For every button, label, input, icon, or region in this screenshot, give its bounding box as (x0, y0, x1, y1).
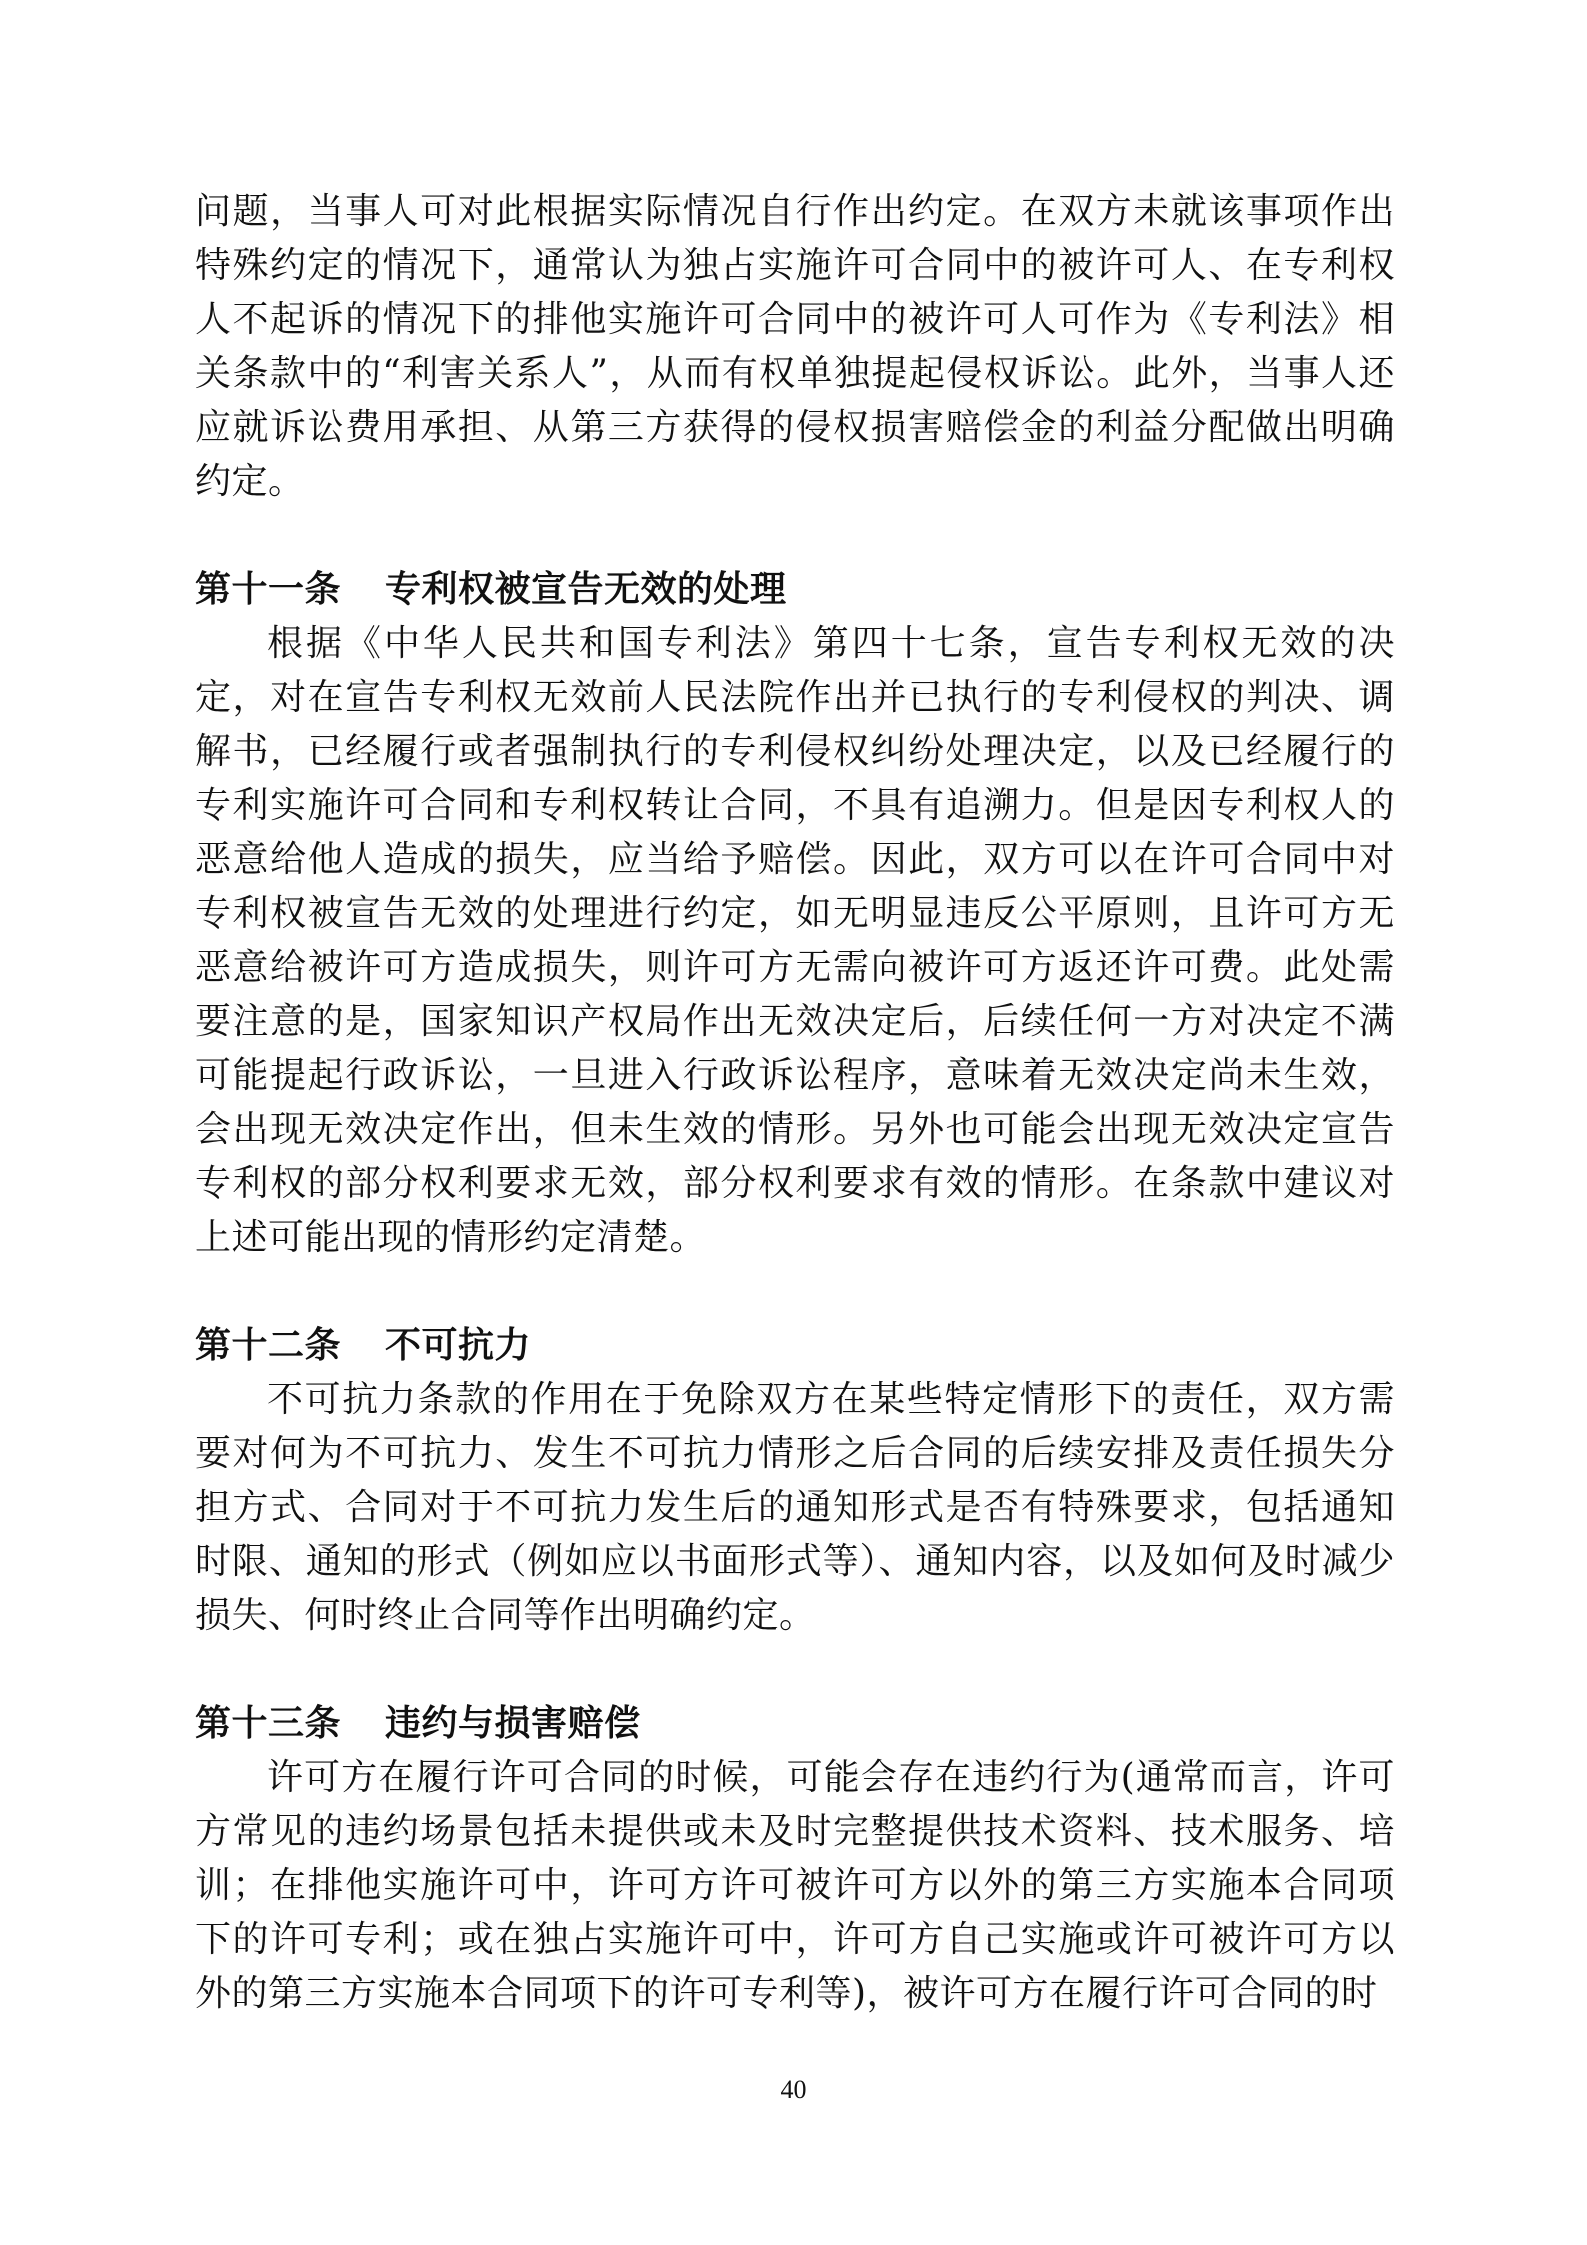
section-heading (195, 1319, 1395, 1373)
article-number: 第十一条 (195, 569, 342, 610)
section-article-13 (195, 1697, 1395, 2021)
article-body: 许可方在履行许可合同的时候，可能会存在违约行为(通常而言，许可方常见的违约场景包括未提供或未及时完整提供技术资料、技术服务、培训；在排他实施许可中，许可方许可被许可方以外的第三方实施本合同项下的许可专利；或在独占实施许可中，许可方自己实施或许可被许可方以外的第三方实施本合同项下的许可专利等)，被许可方在履行许可合同的时 (195, 1757, 1395, 2014)
section-heading (195, 1697, 1395, 1751)
section-heading (195, 563, 1395, 617)
document-body (195, 185, 1395, 2021)
section-article-12 (195, 1319, 1395, 1643)
article-body: 不可抗力条款的作用在于免除双方在某些特定情形下的责任，双方需要对何为不可抗力、发生不可抗力情形之后合同的后续安排及责任损失分担方式、合同对于不可抗力发生后的通知形式是否有特殊要求，包括通知时限、通知的形式（例如应以书面形式等）、通知内容，以及如何及时减少损失、何时终止合同等作出明确约定。 (195, 1379, 1395, 1636)
article-number: 第十三条 (195, 1703, 342, 1744)
article-number: 第十二条 (195, 1325, 342, 1366)
section-article-11 (195, 563, 1395, 1265)
intro-paragraph: 问题，当事人可对此根据实际情况自行作出约定。在双方未就该事项作出特殊约定的情况下，通常认为独占实施许可合同中的被许可人、在专利权人不起诉的情况下的排他实施许可合同中的被许可人可作为《专利法》相关条款中的“利害关系人”，从而有权单独提起侵权诉讼。此外，当事人还应就诉讼费用承担、从第三方获得的侵权损害赔偿金的利益分配做出明确约定。 (195, 191, 1395, 502)
article-title: 不可抗力 (385, 1325, 532, 1366)
article-title: 专利权被宣告无效的处理 (385, 569, 787, 610)
article-body: 根据《中华人民共和国专利法》第四十七条，宣告专利权无效的决定，对在宣告专利权无效前人民法院作出并已执行的专利侵权的判决、调解书，已经履行或者强制执行的专利侵权纠纷处理决定，以及已经履行的专利实施许可合同和专利权转让合同，不具有追溯力。但是因专利权人的恶意给他人造成的损失，应当给予赔偿。因此，双方可以在许可合同中对专利权被宣告无效的处理进行约定，如无明显违反公平原则，且许可方无恶意给被许可方造成损失，则许可方无需向被许可方返还许可费。此处需要注意的是，国家知识产权局作出无效决定后，后续任何一方对决定不满可能提起行政诉讼，一旦进入行政诉讼程序，意味着无效决定尚未生效，会出现无效决定作出，但未生效的情形。另外也可能会出现无效决定宣告专利权的部分权利要求无效，部分权利要求有效的情形。在条款中建议对上述可能出现的情形约定清楚。 (195, 623, 1395, 1258)
article-title: 违约与损害赔偿 (385, 1703, 641, 1744)
page-number: 40 (780, 2075, 807, 2104)
